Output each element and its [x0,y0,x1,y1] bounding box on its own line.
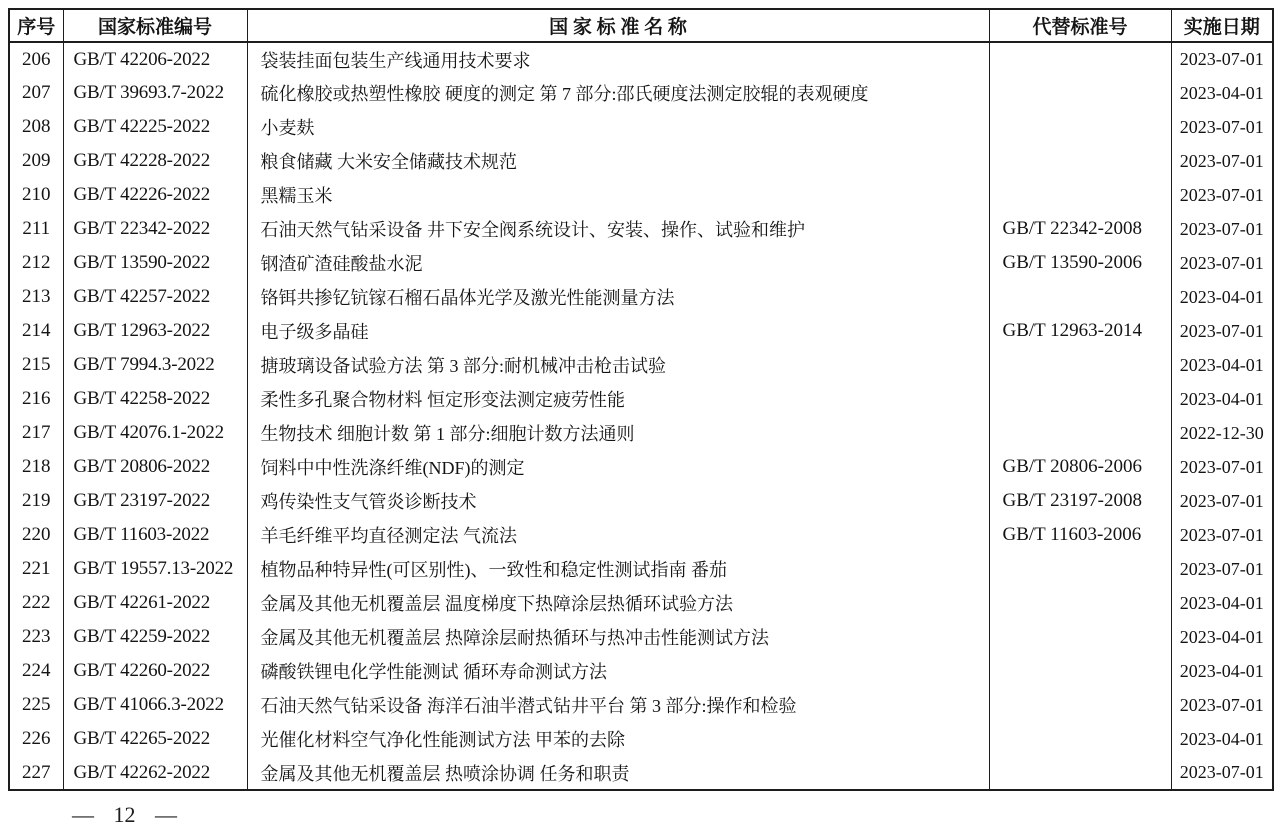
cell-standard-name: 磷酸铁锂电化学性能测试 循环寿命测试方法 [247,654,989,688]
cell-implementation-date: 2023-04-01 [1171,348,1273,382]
cell-implementation-date: 2023-04-01 [1171,722,1273,756]
cell-replaced-standard [989,586,1171,620]
table-row [9,42,1273,76]
cell-standard-code: GB/T 39693.7-2022 [63,76,247,110]
cell-serial-number: 208 [9,110,63,144]
cell-standard-name: 金属及其他无机覆盖层 热障涂层耐热循环与热冲击性能测试方法 [247,620,989,654]
cell-replaced-standard [989,110,1171,144]
table-row [9,586,1273,620]
cell-replaced-standard [989,722,1171,756]
cell-replaced-standard [989,76,1171,110]
cell-replaced-standard [989,348,1171,382]
cell-implementation-date: 2023-07-01 [1171,314,1273,348]
table-row [9,722,1273,756]
cell-implementation-date: 2023-07-01 [1171,42,1273,76]
cell-standard-name: 小麦麸 [247,110,989,144]
cell-implementation-date: 2023-07-01 [1171,110,1273,144]
cell-serial-number: 206 [9,42,63,76]
cell-implementation-date: 2023-04-01 [1171,280,1273,314]
cell-serial-number: 222 [9,586,63,620]
cell-standard-name: 黑糯玉米 [247,178,989,212]
cell-implementation-date: 2022-12-30 [1171,416,1273,450]
cell-standard-code: GB/T 42262-2022 [63,756,247,790]
cell-standard-name: 粮食储藏 大米安全储藏技术规范 [247,144,989,178]
table-row [9,178,1273,212]
cell-implementation-date: 2023-04-01 [1171,76,1273,110]
cell-serial-number: 219 [9,484,63,518]
table-row [9,76,1273,110]
cell-serial-number: 223 [9,620,63,654]
cell-standard-name: 铬铒共掺钇钪镓石榴石晶体光学及激光性能测量方法 [247,280,989,314]
cell-serial-number: 210 [9,178,63,212]
cell-serial-number: 209 [9,144,63,178]
cell-standard-name: 饲料中中性洗涤纤维(NDF)的测定 [247,450,989,484]
header-serial-number: 序号 [9,9,63,42]
cell-implementation-date: 2023-07-01 [1171,756,1273,790]
cell-implementation-date: 2023-07-01 [1171,450,1273,484]
cell-replaced-standard [989,654,1171,688]
header-implementation-date: 实施日期 [1171,9,1273,42]
cell-implementation-date: 2023-07-01 [1171,484,1273,518]
cell-replaced-standard [989,178,1171,212]
cell-standard-code: GB/T 11603-2022 [63,518,247,552]
cell-standard-code: GB/T 42225-2022 [63,110,247,144]
cell-serial-number: 224 [9,654,63,688]
table-row [9,314,1273,348]
cell-standard-code: GB/T 22342-2022 [63,212,247,246]
table-row [9,484,1273,518]
cell-standard-code: GB/T 42206-2022 [63,42,247,76]
cell-standard-code: GB/T 42260-2022 [63,654,247,688]
cell-replaced-standard: GB/T 13590-2006 [989,246,1171,280]
cell-replaced-standard [989,382,1171,416]
cell-implementation-date: 2023-07-01 [1171,178,1273,212]
table-body [9,42,1273,790]
cell-serial-number: 218 [9,450,63,484]
table-row [9,654,1273,688]
cell-serial-number: 227 [9,756,63,790]
cell-implementation-date: 2023-04-01 [1171,382,1273,416]
cell-standard-name: 金属及其他无机覆盖层 温度梯度下热障涂层热循环试验方法 [247,586,989,620]
cell-implementation-date: 2023-04-01 [1171,586,1273,620]
table-header-row [9,9,1273,42]
cell-standard-code: GB/T 20806-2022 [63,450,247,484]
cell-replaced-standard [989,144,1171,178]
table-row [9,450,1273,484]
cell-serial-number: 207 [9,76,63,110]
cell-serial-number: 212 [9,246,63,280]
cell-serial-number: 226 [9,722,63,756]
cell-standard-code: GB/T 42257-2022 [63,280,247,314]
table-row [9,756,1273,790]
table-row [9,552,1273,586]
cell-serial-number: 211 [9,212,63,246]
cell-serial-number: 221 [9,552,63,586]
cell-standard-code: GB/T 42228-2022 [63,144,247,178]
cell-replaced-standard: GB/T 22342-2008 [989,212,1171,246]
table-row [9,144,1273,178]
cell-standard-name: 光催化材料空气净化性能测试方法 甲苯的去除 [247,722,989,756]
cell-implementation-date: 2023-07-01 [1171,212,1273,246]
table-row [9,280,1273,314]
cell-replaced-standard [989,620,1171,654]
cell-implementation-date: 2023-07-01 [1171,246,1273,280]
cell-replaced-standard: GB/T 20806-2006 [989,450,1171,484]
cell-implementation-date: 2023-04-01 [1171,654,1273,688]
cell-standard-code: GB/T 42258-2022 [63,382,247,416]
table-row [9,416,1273,450]
cell-serial-number: 214 [9,314,63,348]
cell-standard-code: GB/T 41066.3-2022 [63,688,247,722]
cell-standard-name: 羊毛纤维平均直径测定法 气流法 [247,518,989,552]
cell-replaced-standard [989,688,1171,722]
cell-serial-number: 225 [9,688,63,722]
cell-standard-code: GB/T 12963-2022 [63,314,247,348]
cell-standard-code: GB/T 42076.1-2022 [63,416,247,450]
cell-standard-name: 柔性多孔聚合物材料 恒定形变法测定疲劳性能 [247,382,989,416]
cell-standard-name: 植物品种特异性(可区别性)、一致性和稳定性测试指南 番茄 [247,552,989,586]
cell-standard-name: 钢渣矿渣硅酸盐水泥 [247,246,989,280]
table-row [9,688,1273,722]
cell-replaced-standard [989,552,1171,586]
header-standard-name: 国 家 标 准 名 称 [247,9,989,42]
table-row [9,382,1273,416]
cell-serial-number: 220 [9,518,63,552]
table-row [9,110,1273,144]
cell-standard-code: GB/T 42261-2022 [63,586,247,620]
cell-implementation-date: 2023-04-01 [1171,620,1273,654]
cell-standard-name: 石油天然气钻采设备 井下安全阀系统设计、安装、操作、试验和维护 [247,212,989,246]
table-row [9,348,1273,382]
cell-standard-code: GB/T 13590-2022 [63,246,247,280]
cell-standard-code: GB/T 19557.13-2022 [63,552,247,586]
cell-serial-number: 217 [9,416,63,450]
cell-replaced-standard [989,416,1171,450]
cell-implementation-date: 2023-07-01 [1171,688,1273,722]
cell-replaced-standard [989,280,1171,314]
cell-standard-name: 石油天然气钻采设备 海洋石油半潜式钻井平台 第 3 部分:操作和检验 [247,688,989,722]
table-row [9,212,1273,246]
cell-serial-number: 213 [9,280,63,314]
cell-standard-name: 生物技术 细胞计数 第 1 部分:细胞计数方法通则 [247,416,989,450]
cell-standard-name: 搪玻璃设备试验方法 第 3 部分:耐机械冲击枪击试验 [247,348,989,382]
cell-standard-code: GB/T 42226-2022 [63,178,247,212]
header-standard-code: 国家标准编号 [63,9,247,42]
table-row [9,518,1273,552]
cell-standard-name: 硫化橡胶或热塑性橡胶 硬度的测定 第 7 部分:邵氏硬度法测定胶辊的表观硬度 [247,76,989,110]
cell-replaced-standard: GB/T 12963-2014 [989,314,1171,348]
cell-serial-number: 216 [9,382,63,416]
cell-implementation-date: 2023-07-01 [1171,518,1273,552]
cell-replaced-standard: GB/T 11603-2006 [989,518,1171,552]
cell-standard-code: GB/T 23197-2022 [63,484,247,518]
cell-implementation-date: 2023-07-01 [1171,552,1273,586]
cell-replaced-standard: GB/T 23197-2008 [989,484,1171,518]
cell-standard-name: 袋装挂面包装生产线通用技术要求 [247,42,989,76]
cell-replaced-standard [989,756,1171,790]
cell-standard-name: 金属及其他无机覆盖层 热喷涂协调 任务和职责 [247,756,989,790]
cell-implementation-date: 2023-07-01 [1171,144,1273,178]
cell-serial-number: 215 [9,348,63,382]
cell-standard-code: GB/T 42265-2022 [63,722,247,756]
table-row [9,620,1273,654]
cell-replaced-standard [989,42,1171,76]
page-number: — 12 — [72,802,177,827]
standards-table [8,8,1274,791]
cell-standard-name: 电子级多晶硅 [247,314,989,348]
cell-standard-code: GB/T 42259-2022 [63,620,247,654]
cell-standard-code: GB/T 7994.3-2022 [63,348,247,382]
table-row [9,246,1273,280]
header-replaced-standard: 代替标准号 [989,9,1171,42]
cell-standard-name: 鸡传染性支气管炎诊断技术 [247,484,989,518]
